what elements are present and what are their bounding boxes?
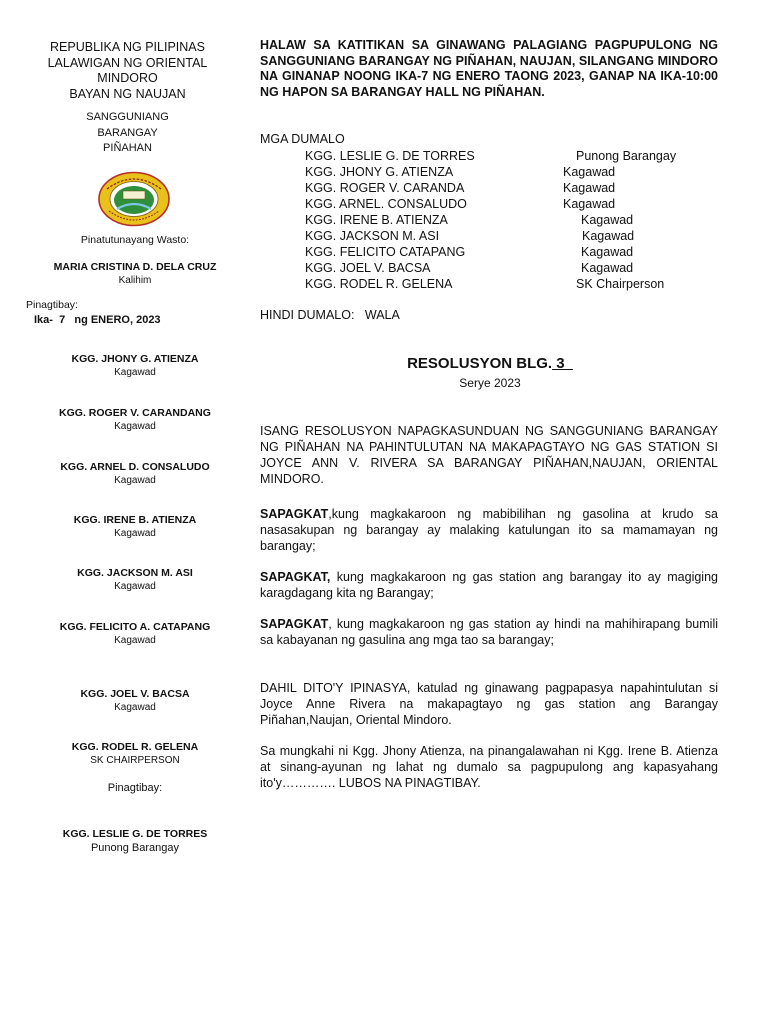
resolution-title xyxy=(260,355,720,372)
lgu-line: MINDORO xyxy=(97,71,158,85)
whereas-text: ,kung magkakaroon ng mabibilihan ng gasolina at krudo sa nasasakupan ng barangay ay malaking katulungan ito sa mamamayan ng barangay; xyxy=(260,507,718,553)
signatory-name: KGG. FELICITO A. CATAPANG xyxy=(59,621,211,633)
attendees-header: MGA DUMALO xyxy=(260,132,345,146)
council-line: SANGGUNIANG xyxy=(86,111,169,123)
council-line: BARANGAY xyxy=(97,126,158,139)
council-header xyxy=(40,110,215,157)
signatory xyxy=(20,460,250,488)
attendee-name: KGG. JOEL V. BACSA xyxy=(305,261,431,275)
attendee-position: Kagawad xyxy=(581,213,634,227)
attendee-position: Kagawad xyxy=(581,245,634,259)
attendee-row xyxy=(305,261,715,277)
attendee-row xyxy=(305,213,715,229)
signatory-name: KGG. JHONY G. ATIENZA xyxy=(71,353,199,365)
whereas-keyword: SAPAGKAT, xyxy=(260,570,331,584)
attendee-row xyxy=(305,277,715,293)
resolution-series: Serye 2023 xyxy=(459,376,521,390)
secretary-position: Kalihim xyxy=(118,275,152,286)
lgu-line: LALAWIGAN NG ORIENTAL xyxy=(47,55,208,70)
signatory-name: KGG. RODEL R. GELENA xyxy=(71,741,199,753)
attendee-position: Kagawad xyxy=(563,181,616,195)
attendee-name: KGG. ROGER V. CARANDA xyxy=(305,181,465,195)
signatory-position: Kagawad xyxy=(114,635,156,646)
attendee-row xyxy=(305,197,715,213)
attendee-row xyxy=(305,245,715,261)
signatory-name: KGG. JACKSON M. ASI xyxy=(77,567,193,579)
attendee-name: KGG. RODEL R. GELENA xyxy=(305,277,453,291)
attendee-position: Kagawad xyxy=(582,229,635,243)
attendee-name: KGG. IRENE B. ATIENZA xyxy=(305,213,448,227)
certified-label: Pinatutunayang Wasto: xyxy=(80,234,190,246)
attendee-position: Kagawad xyxy=(581,261,634,275)
signatory-name: KGG. IRENE B. ATIENZA xyxy=(73,514,197,526)
attendee-row xyxy=(305,149,715,165)
signatory-position: Punong Barangay xyxy=(90,842,180,854)
whereas-clause xyxy=(260,506,718,554)
signatory xyxy=(20,687,250,715)
attendee-row xyxy=(305,181,715,197)
signatories-column xyxy=(0,0,250,1024)
whereas-text: , kung magkakaroon ng gas station ay hindi na mahihirapang bumili sa kabayanan ng gasulina ang mga tao sa barangay; xyxy=(260,617,718,647)
signatory xyxy=(20,406,250,434)
resolved-paragraph: DAHIL DITO'Y IPINASYA, katulad ng ginawang pagpapasya napahintulutan si Joyce Anne Rivera na makapagtayo ng gas station ang Barangay Piñahan,Naujan, Oriental Mindoro. xyxy=(260,681,718,727)
approved-label: Pinagtibay: xyxy=(26,299,78,311)
signatory-position: Kagawad xyxy=(114,475,156,486)
punong-barangay-signatory xyxy=(20,827,250,855)
attendee-position: Kagawad xyxy=(563,197,616,211)
whereas-text: kung magkakaroon ng gas station ang barangay ito ay magiging karagdagang kita ng Barangay; xyxy=(260,570,718,600)
whereas-keyword: SAPAGKAT xyxy=(260,507,329,521)
council-line: PIÑAHAN xyxy=(103,142,152,154)
attendee-row xyxy=(305,165,715,181)
signatory xyxy=(20,620,250,648)
attendee-name: KGG. JACKSON M. ASI xyxy=(305,229,440,243)
whereas-keyword: SAPAGKAT xyxy=(260,617,329,631)
signatory-position: Kagawad xyxy=(114,367,156,378)
approved-label: Pinagtibay: xyxy=(107,782,163,794)
resolution-title-text: RESOLUSYON BLG. xyxy=(407,355,553,372)
signatory xyxy=(20,352,250,380)
resolution-title-paragraph: ISANG RESOLUSYON NAPAGKASUNDUAN NG SANGGUNIANG BARANGAY NG PIÑAHAN NA PAHINTULUTAN NA MAKAPAGTAYO NG GAS STATION SI JOYCE ANN V. RIVERA SA BARANGAY PIÑAHAN,NAUJAN, ORIENTAL MINDORO. xyxy=(260,424,718,486)
lgu-header xyxy=(20,40,235,102)
whereas-clause xyxy=(260,569,718,601)
attendee-name: KGG. LESLIE G. DE TORRES xyxy=(305,149,475,163)
signatory xyxy=(20,740,250,768)
signatory-position: SK CHAIRPERSON xyxy=(90,755,180,766)
signatory-position: Kagawad xyxy=(114,581,156,592)
lgu-line: BAYAN NG NAUJAN xyxy=(69,86,186,101)
lgu-line: REPUBLIKA NG PILIPINAS xyxy=(50,40,205,54)
secretary-name: MARIA CRISTINA D. DELA CRUZ xyxy=(53,261,217,273)
signatory xyxy=(20,566,250,594)
minutes-heading: HALAW SA KATITIKAN SA GINAWANG PALAGIANG PAGPUPULONG NG SANGGUNIANG BARANGAY NG PIÑAHAN, NAUJAN, SILANGANG MINDORO NA GINANAP NOONG IKA-7 NG ENERO TAONG 2023, GANAP NA IKA-10:00 NG HAPON SA BARANGAY HALL NG PIÑAHAN. xyxy=(260,38,718,99)
attendee-row xyxy=(305,229,715,245)
absent-line: HINDI DUMALO: WALA xyxy=(260,308,400,322)
signatory-position: Kagawad xyxy=(114,421,156,432)
signatory-name: KGG. ARNEL D. CONSALUDO xyxy=(60,461,210,473)
attendee-position: SK Chairperson xyxy=(576,277,665,291)
attendee-position: Punong Barangay xyxy=(576,149,677,163)
barangay-seal-logo xyxy=(97,171,171,227)
motion-paragraph: Sa mungkahi ni Kgg. Jhony Atienza, na pinangalawahan ni Kgg. Irene B. Atienza at sinang-ayunan ng lahat ng dumalo sa pagpupulong ang kapasyahang ito'y…………. LUBOS NA PINAGTIBAY. xyxy=(260,744,718,790)
signatory xyxy=(20,513,250,541)
attendee-position: Kagawad xyxy=(563,165,616,179)
signatory-name: KGG. LESLIE G. DE TORRES xyxy=(62,828,208,840)
signatory-name: KGG. JOEL V. BACSA xyxy=(80,688,190,700)
resolution-number: 3 xyxy=(552,355,573,372)
signatory-name: KGG. ROGER V. CARANDANG xyxy=(59,407,211,419)
approved-date: Ika- 7 ng ENERO, 2023 xyxy=(34,314,161,326)
attendee-name: KGG. FELICITO CATAPANG xyxy=(305,245,466,259)
attendee-name: KGG. JHONY G. ATIENZA xyxy=(305,165,454,179)
whereas-clause xyxy=(260,616,718,648)
signatory-position: Kagawad xyxy=(114,528,156,539)
attendee-name: KGG. ARNEL. CONSALUDO xyxy=(305,197,467,211)
signatory-position: Kagawad xyxy=(114,702,156,713)
